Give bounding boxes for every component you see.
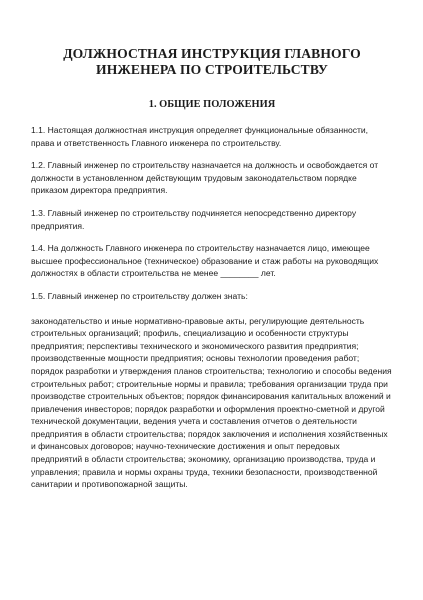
paragraph-1-2: 1.2. Главный инженер по строительству назначается на должность и освобождается от должности в установленном действующим трудовым законодательством порядке приказом директора предприятия. [31, 160, 379, 196]
paragraph-1-4: 1.4. На должность Главного инженера по строительству назначается лицо, имеющее высшее профессиональное (техническое) образование и стаж работы на руководящих должностях в области строительства не менее ________ лет. [31, 243, 379, 279]
knowledge-requirements-paragraph: законодательство и иные нормативно-правовые акты, регулирующие деятельность строительных организаций; профиль, специализацию и особенности структуры предприятия; перспективы технического и экономического развития предприятия; производственные мощности предприятия; основы технологии проведения работ; порядок разработки и утверждения планов строительства; технологию и способы ведения строительных работ; строительные нормы и правила; требования организации труда при производстве строительных объектов; порядок финансирования капитальных вложений и привлечения инвесторов; порядок разработки и оформления проектно-сметной и другой технической документации, ведения учета и составления отчетов о деятельности предприятия в области строительства; порядок заключения и исполнения хозяйственных и финансовых договоров; научно-технические достижения и опыт передовых предприятий в области строительства; экономику, организацию производства, труда и управления; правила и нормы охраны труда, техники безопасности, производственной санитарии и противопожарной защиты. [31, 315, 392, 490]
paragraph-1-1: 1.1. Настоящая должностная инструкция определяет функциональные обязанности, права и ответственность Главного инженера по строительству. [31, 125, 369, 148]
document-title [31, 46, 393, 78]
paragraph-1-5: 1.5. Главный инженер по строительству должен знать: [31, 290, 248, 301]
document-title-line-1: ДОЛЖНОСТНАЯ ИНСТРУКЦИЯ ГЛАВНОГО [63, 46, 361, 61]
section-heading: 1. ОБЩИЕ ПОЛОЖЕНИЯ [148, 99, 276, 110]
paragraph-1-3: 1.3. Главный инженер по строительству подчиняется непосредственно директору предприятия. [31, 207, 357, 231]
document-title-line-2: ИНЖЕНЕРА ПО СТРОИТЕЛЬСТВУ [96, 62, 328, 77]
